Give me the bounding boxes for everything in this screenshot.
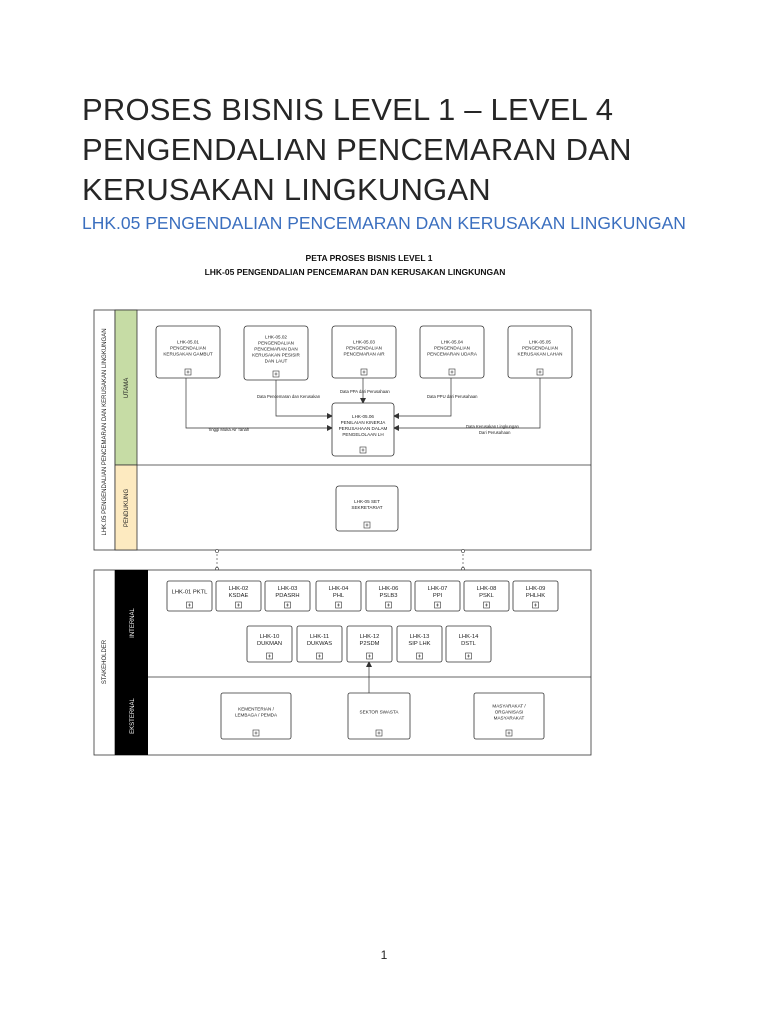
stakeholder-internal-row2-4-label: LHK-13 [409,634,430,641]
process-lhk-05-04-label: LHK-05.04 [441,339,463,345]
process-lhk-05-set[interactable] [336,486,398,531]
stakeholder-internal-7-label: LHK-08 [476,586,497,593]
pool-2-label: STAKEHOLDER [102,639,108,685]
stakeholder-internal-2-label: LHK-02 [228,586,249,593]
flow-label-kerusakan-2: Dari Perusahaan [479,430,511,435]
flow-label-kerusakan-1: Data Kerusakan Lingkungan [466,424,519,429]
title-line-1: PROSES BISNIS LEVEL 1 – LEVEL 4 [82,92,614,127]
stakeholder-internal-7[interactable] [464,581,509,611]
process-lhk-05-06-label: PENGELOLAAN LH [342,431,384,437]
stakeholder-external-2[interactable] [348,693,410,739]
stakeholder-internal-1[interactable] [167,581,212,611]
process-lhk-05-04[interactable] [420,326,484,378]
stakeholder-external-1-label: KEMENTERIAN / [238,706,274,712]
process-lhk-05-06-label: PENILAIAN KINERJA [340,419,386,425]
stakeholder-internal-row2-2[interactable] [297,626,342,662]
process-lhk-05-03-label: PENGENDALIAN [346,345,382,351]
process-lhk-05-03-label: PENCEMARAN AIR [343,351,385,357]
stakeholder-internal-5-label: PSLB3 [379,593,398,600]
process-lhk-05-set-label: SEKRETARIAT [351,504,383,510]
process-lhk-05-01-label: PENGENDALIAN [170,345,206,351]
document-subtitle: LHK.05 PENGENDALIAN PENCEMARAN DAN KERUSAKAN LINGKUNGAN [82,213,686,233]
stakeholder-internal-8-label: PHLHK [525,593,546,600]
stakeholder-internal-row2-5-label: LHK-14 [458,634,479,641]
process-lhk-05-02-label: PENGENDALIAN [258,340,294,346]
stakeholder-internal-row2-1-label: LHK-10 [259,634,280,641]
stakeholder-external-2-label: SEKTOR SWASTA [359,709,399,715]
process-lhk-05-05[interactable] [508,326,572,378]
stakeholder-internal-4[interactable] [316,581,361,611]
process-lhk-05-04-label: PENCEMARAN UDARA [427,351,477,357]
stakeholder-external-1[interactable] [221,693,291,739]
lane-eksternal-label: EKSTERNAL [130,698,136,734]
stakeholder-internal-8-label: LHK-09 [525,586,546,593]
stakeholder-internal-4-label: PHL [332,593,345,600]
process-lhk-05-02[interactable] [244,326,308,380]
process-lhk-05-06-label: LHK-05.06 [352,413,374,419]
stakeholder-internal-row2-4[interactable] [397,626,442,662]
stakeholder-external-3-label: ORGANISASI [494,709,524,715]
stakeholder-internal-4-label: LHK-04 [328,586,349,593]
stakeholder-internal-row2-2-label: LHK-11 [309,634,330,641]
process-lhk-05-01-label: KERUSAKAN GAMBUT [163,351,213,357]
stakeholder-internal-row2-1-label: DUKMAN [256,641,283,648]
stakeholder-internal-3-label: LHK-03 [277,586,298,593]
page-number: 1 [380,948,388,962]
stakeholder-internal-row2-1[interactable] [247,626,292,662]
stakeholder-internal-1-label: LHK-01 PKTL [171,589,208,596]
stakeholder-internal-8[interactable] [513,581,558,611]
stakeholder-internal-3-label: PDASRH [275,593,300,600]
stakeholder-internal-2[interactable] [216,581,261,611]
stakeholder-internal-row2-2-label: DUKWAS [306,641,333,648]
stakeholder-external-3-label: MASYARAKAT / [492,703,526,709]
process-lhk-05-03-label: LHK-05.03 [353,339,375,345]
stakeholder-internal-6[interactable] [415,581,460,611]
stakeholder-internal-row2-5-label: DSTL [461,641,476,648]
stakeholder-internal-3[interactable] [265,581,310,611]
pool-link-left-top [215,549,218,552]
stakeholder-internal-row2-3[interactable] [347,626,392,662]
process-lhk-05-06-label: PERUSAHAAN DALAM [338,425,388,431]
flow-label-ppu: Data PPU dari Perusahaan [427,394,478,399]
process-lhk-05-05-label: KERUSAKAN LAHAN [517,351,563,357]
stakeholder-external-3-label: MASYARAKAT [493,715,525,721]
process-lhk-05-05-label: LHK-05.05 [529,339,551,345]
process-lhk-05-02-label: PENCEMARAN DAN [254,346,298,352]
stakeholder-internal-7-label: PSKL [479,593,494,600]
process-lhk-05-02-label: LHK-05.02 [265,334,287,340]
lane-pendukung-label: PENDUKUNG [124,488,130,528]
process-lhk-05-01-label: LHK-05.01 [177,339,199,345]
process-lhk-05-03[interactable] [332,326,396,378]
stakeholder-internal-row2-3-label: P2SDM [359,641,380,648]
stakeholder-external-1-label: LEMBAGA / PEMDA [234,712,278,718]
lane-utama-label: UTAMA [124,377,130,399]
process-lhk-05-02-label: DAN LAUT [264,358,288,364]
flow-label-tinggi: Tinggi Muka Air Tanah [208,427,250,432]
pool-1-label: LHK.05 PENGENDALIAN PENCEMARAN DAN KERUSAKAN LINGKUNGAN [102,328,108,536]
flow-label-pencemaran: Data Pencemaran dan Kerusakan [257,394,321,399]
stakeholder-internal-5[interactable] [366,581,411,611]
lane-internal-label: INTERNAL [130,608,136,638]
stakeholder-internal-5-label: LHK-06 [378,586,399,593]
stakeholder-internal-6-label: PPI [432,593,443,600]
process-lhk-05-06[interactable] [332,403,394,456]
stakeholder-internal-2-label: KSDAE [228,593,249,600]
process-lhk-05-01[interactable] [156,326,220,378]
stakeholder-internal-row2-3-label: LHK-12 [359,634,380,641]
stakeholder-external-3[interactable] [474,693,544,739]
pool-link-right-top [461,549,464,552]
process-lhk-05-02-label: KERUSAKAN PESISIR [252,352,300,358]
stakeholder-internal-row2-5[interactable] [446,626,491,662]
stakeholder-internal-row2-4-label: SIP LHK [408,641,431,648]
stakeholder-internal-6-label: LHK-07 [427,586,448,593]
flow-label-ppa: Data PPA dari Perusahaan [340,389,390,394]
diagram-title-2: LHK-05 PENGENDALIAN PENCEMARAN DAN KERUSAKAN LINGKUNGAN [204,267,506,277]
process-lhk-05-05-label: PENGENDALIAN [522,345,558,351]
diagram-title-1: PETA PROSES BISNIS LEVEL 1 [305,253,433,263]
title-line-2: PENGENDALIAN PENCEMARAN DAN [82,132,632,167]
title-line-3: KERUSAKAN LINGKUNGAN [82,172,491,207]
process-lhk-05-04-label: PENGENDALIAN [434,345,470,351]
process-lhk-05-set-label: LHK-05 SET [354,498,380,504]
